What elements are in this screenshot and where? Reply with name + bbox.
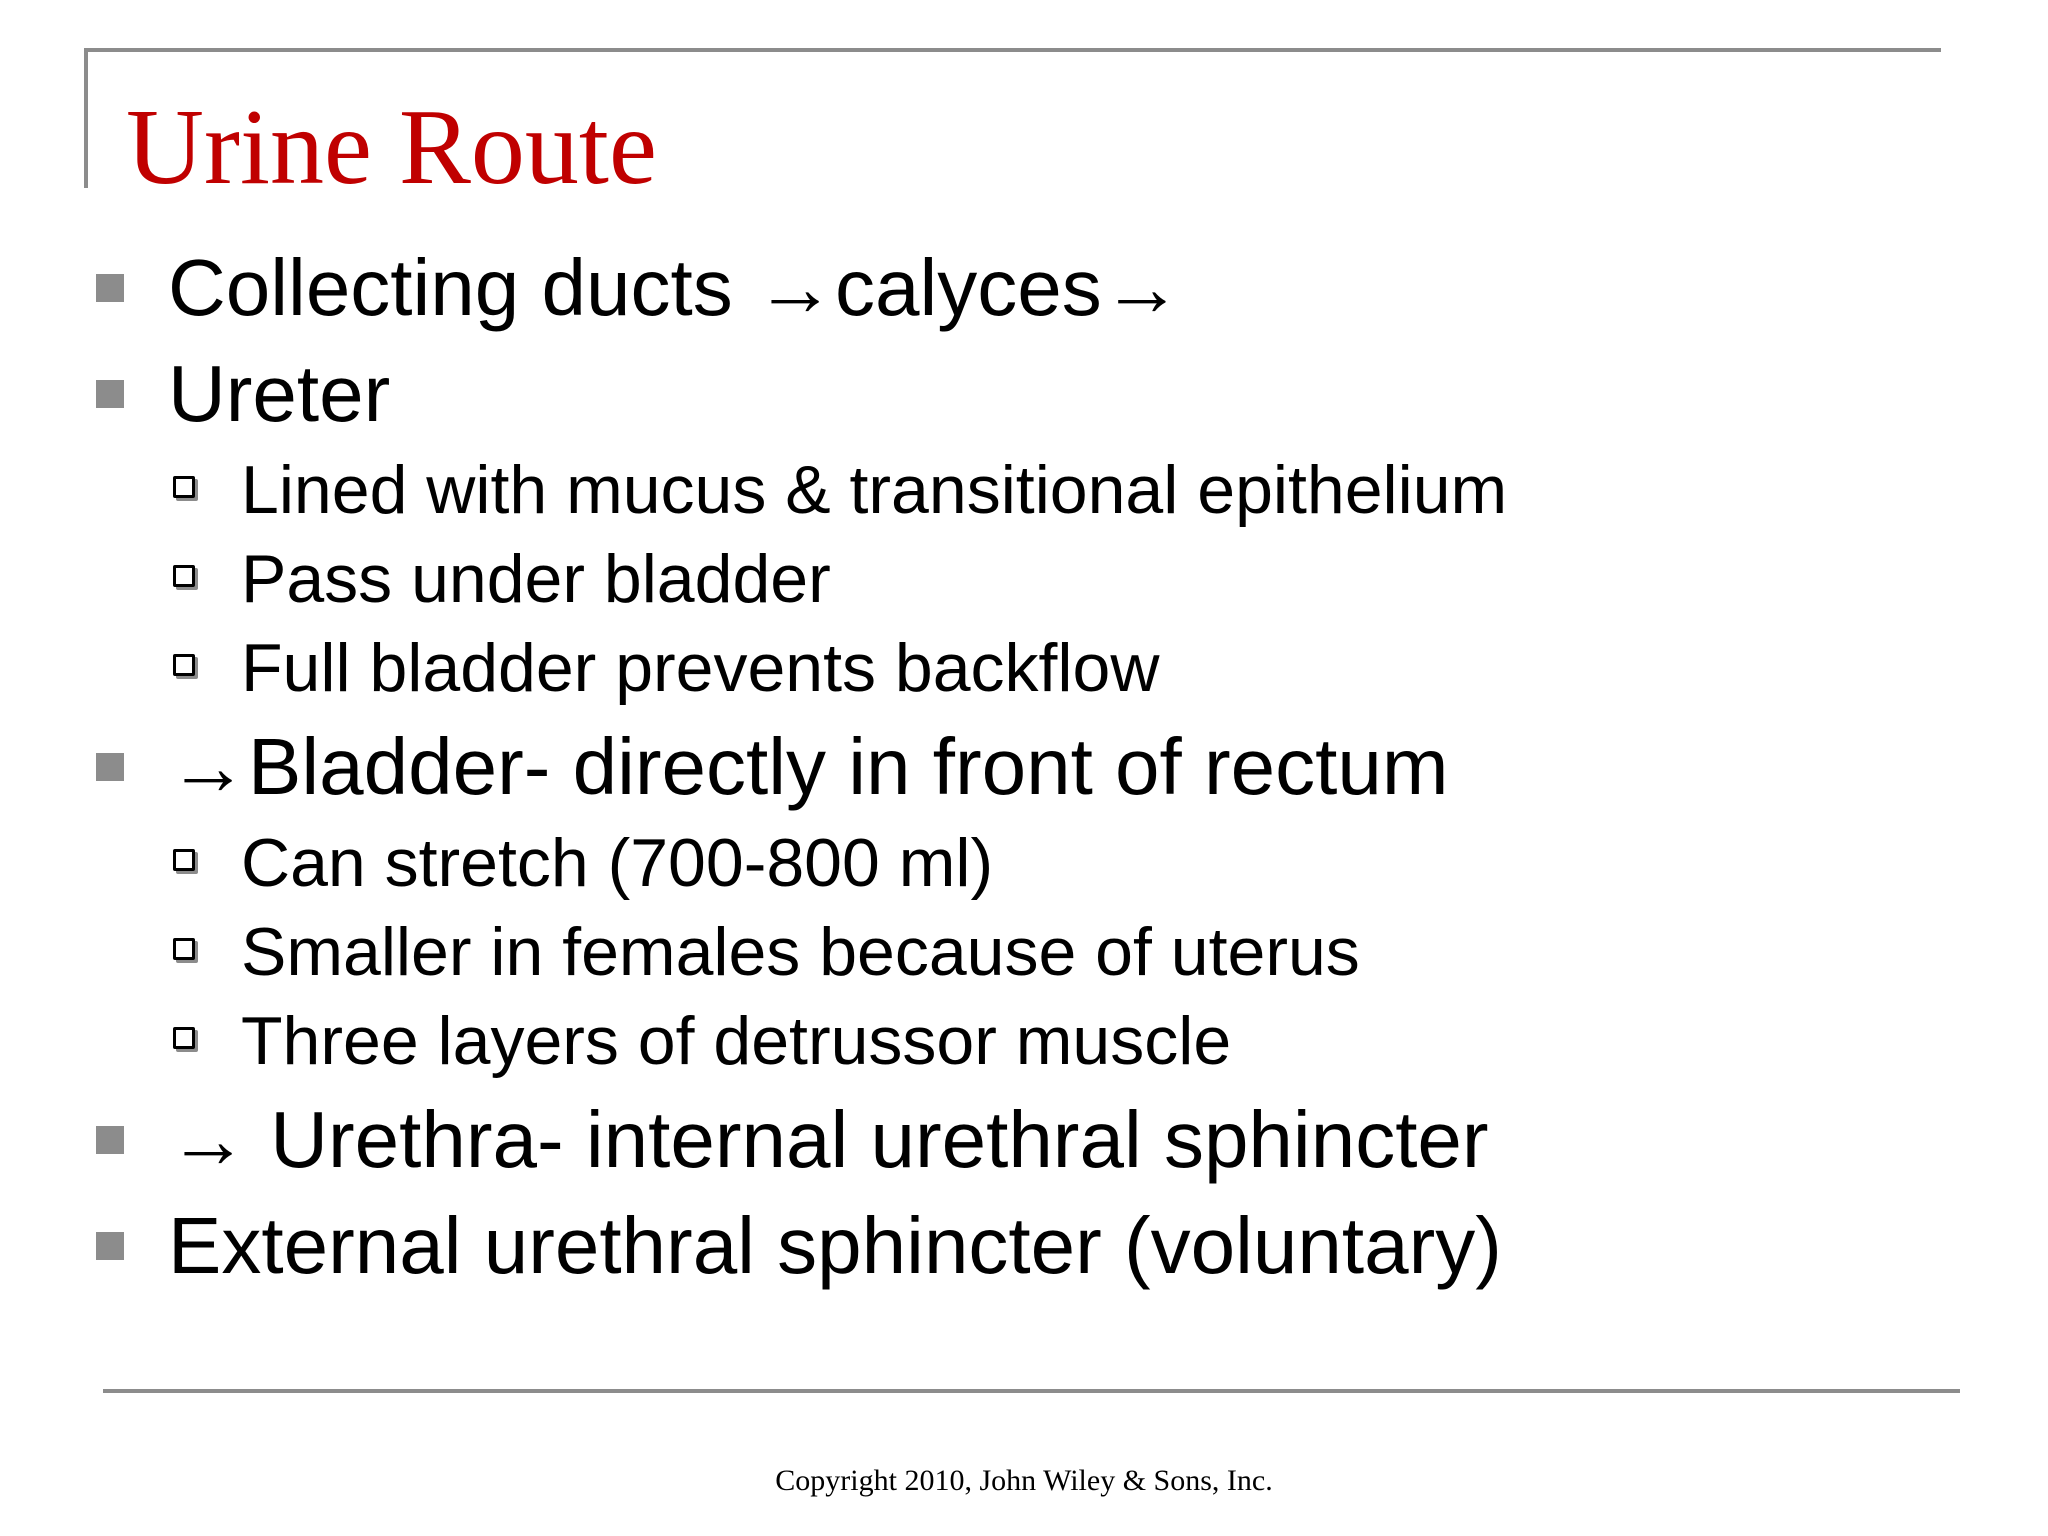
sub-bullet-item [241, 825, 994, 901]
checkbox-bullet-icon [173, 1027, 195, 1049]
square-bullet-icon [96, 274, 124, 302]
bullet-item [168, 722, 1449, 811]
footer-divider [103, 1389, 1960, 1393]
slide-title: Urine Route [126, 88, 657, 207]
square-bullet-icon [96, 753, 124, 781]
sub-bullet-item [241, 541, 831, 617]
sub-bullet-text: Smaller in females because of uterus [241, 914, 1360, 990]
checkbox-bullet-icon [173, 565, 195, 587]
bullet-text: → Urethra- internal urethral sphincter [168, 1095, 1489, 1184]
square-bullet-icon [96, 1232, 124, 1260]
checkbox-bullet-icon [173, 654, 195, 676]
copyright-footer: Copyright 2010, John Wiley & Sons, Inc. [775, 1464, 1273, 1497]
bullet-item [168, 1201, 1502, 1290]
sub-bullet-item [241, 630, 1160, 706]
square-bullet-icon [96, 380, 124, 408]
bullet-item [168, 1095, 1489, 1184]
square-bullet-icon [96, 1126, 124, 1154]
sub-bullet-text: Three layers of detrussor muscle [241, 1003, 1232, 1079]
sub-bullet-item [241, 452, 1508, 528]
sub-bullet-text: Lined with mucus & transitional epithelium [241, 452, 1508, 528]
sub-bullet-item [241, 1003, 1232, 1079]
bullet-item [168, 243, 1182, 332]
bullet-text: External urethral sphincter (voluntary) [168, 1201, 1502, 1290]
bullet-text: Ureter [168, 349, 391, 438]
checkbox-bullet-icon [173, 849, 195, 871]
bullet-text: Collecting ducts →calyces→ [168, 243, 1182, 332]
sub-bullet-text: Pass under bladder [241, 541, 831, 617]
checkbox-bullet-icon [173, 938, 195, 960]
sub-bullet-item [241, 914, 1360, 990]
bullet-text: →Bladder- directly in front of rectum [168, 722, 1449, 811]
checkbox-bullet-icon [173, 476, 195, 498]
sub-bullet-text: Full bladder prevents backflow [241, 630, 1160, 706]
sub-bullet-text: Can stretch (700-800 ml) [241, 825, 994, 901]
bullet-item [168, 349, 391, 438]
